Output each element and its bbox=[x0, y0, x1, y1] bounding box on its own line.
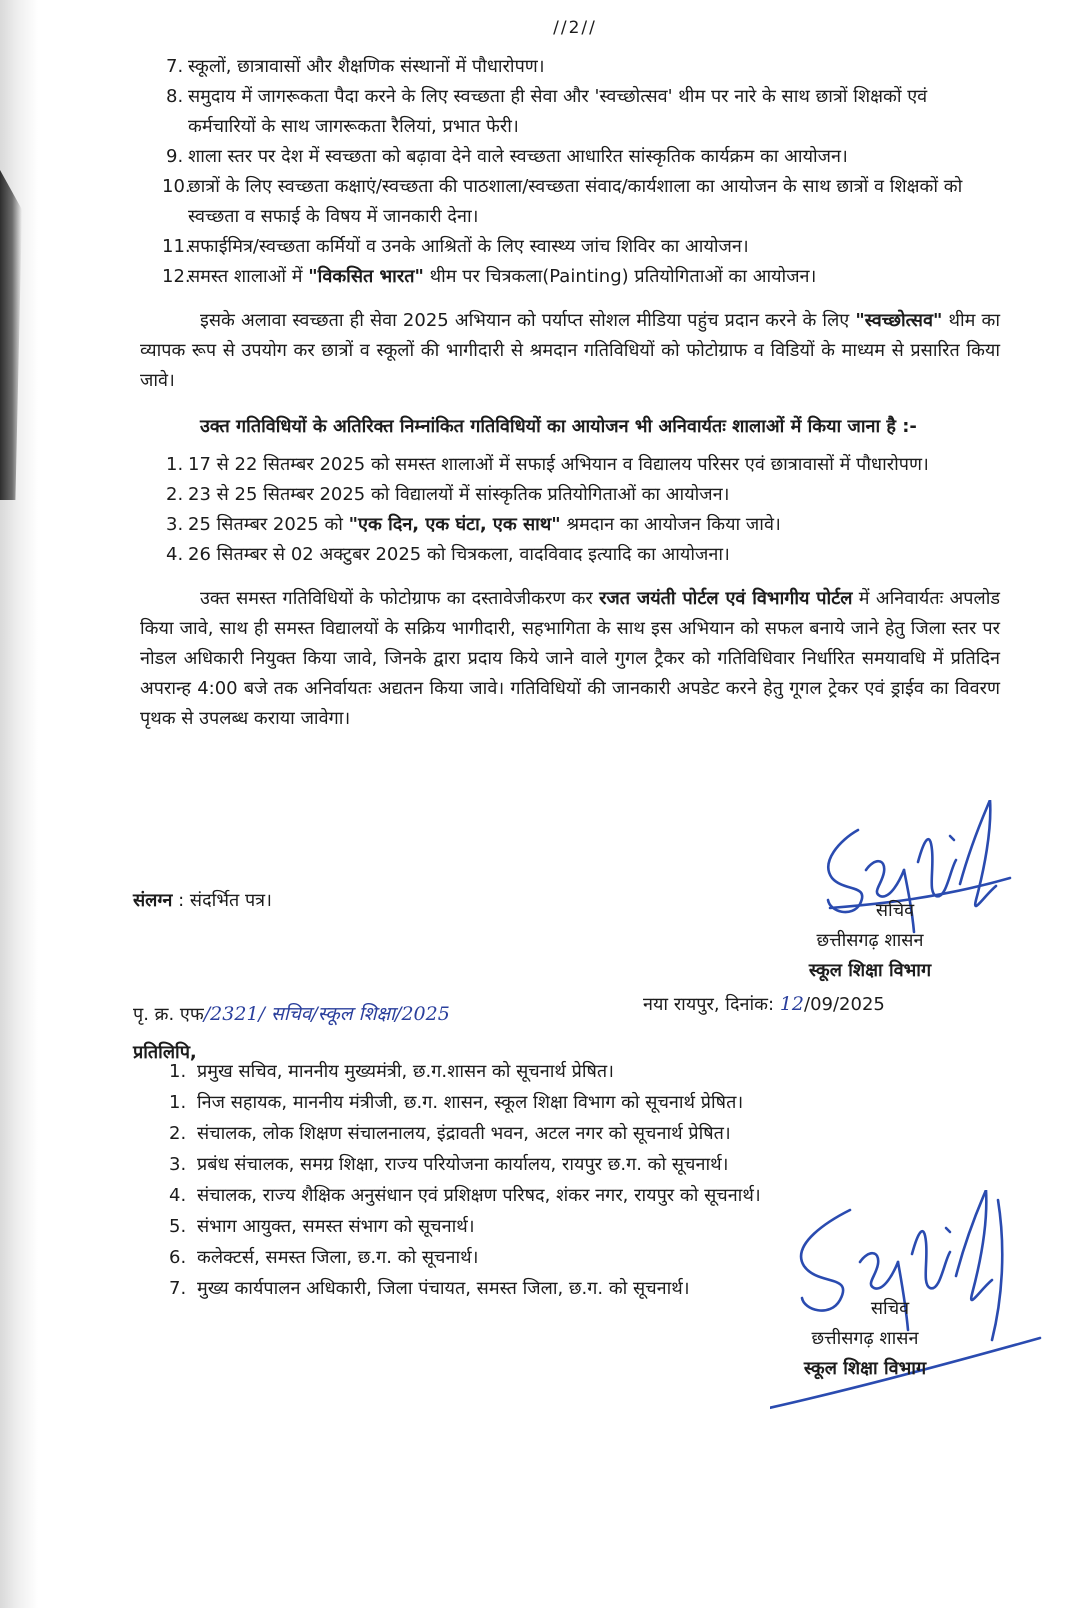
item-text: संचालक, लोक शिक्षण संचालनालय, इंद्रावती भवन, अटल नगर को सूचनार्थ प्रेषित। bbox=[197, 1123, 731, 1144]
item-bold-text: "विकसित भारत" bbox=[308, 266, 424, 287]
reference-number-handwritten: /2321/ सचिव/स्कूल शिक्षा/2025 bbox=[203, 1003, 450, 1025]
paragraph-social-media bbox=[140, 306, 1000, 396]
enclosure-text: : संदर्भित पत्र। bbox=[172, 890, 272, 911]
list-item bbox=[130, 142, 1000, 172]
item-number: 11. bbox=[162, 236, 191, 257]
item-number: 1. bbox=[169, 1092, 187, 1113]
item-number: 6. bbox=[169, 1247, 187, 1268]
item-number: 7. bbox=[166, 56, 184, 77]
item-text: 23 से 25 सितम्बर 2025 को विद्यालयों में सांस्कृतिक प्रतियोगिताओं का आयोजन। bbox=[188, 484, 730, 505]
signatory-department: स्कूल शिक्षा विभाग bbox=[803, 1358, 927, 1379]
list-item bbox=[130, 232, 1000, 262]
document-page bbox=[130, 18, 1000, 742]
list-item bbox=[133, 1242, 933, 1273]
list-item bbox=[133, 1118, 933, 1149]
item-text: कलेक्टर्स, समस्त जिला, छ.ग. को सूचनार्थ। bbox=[197, 1247, 479, 1268]
list-item bbox=[130, 172, 1000, 232]
item-number: 9. bbox=[166, 146, 184, 167]
item-text: संचालक, राज्य शैक्षिक अनुसंधान एवं प्रशिक्षण परिषद, शंकर नगर, रायपुर को सूचनार्थ। bbox=[197, 1185, 761, 1206]
item-number: 5. bbox=[169, 1216, 187, 1237]
list-item bbox=[130, 510, 1000, 540]
paragraph-bold-text: "स्वच्छोत्सव" bbox=[855, 310, 943, 331]
list-item bbox=[133, 1180, 933, 1211]
list-item bbox=[133, 1211, 933, 1242]
activity-list-top bbox=[130, 52, 1000, 292]
enclosure-label: संलग्न bbox=[133, 890, 173, 911]
item-number: 7. bbox=[169, 1278, 187, 1299]
item-text: समस्त शालाओं में bbox=[188, 266, 309, 287]
paragraph-bold-text: रजत जयंती पोर्टल एवं विभागीय पोर्टल bbox=[599, 588, 853, 609]
copy-list bbox=[133, 1056, 933, 1304]
reference-date bbox=[643, 992, 885, 1016]
signatory-designation: सचिव bbox=[875, 900, 915, 921]
item-number: 1. bbox=[169, 1061, 187, 1082]
list-item bbox=[130, 82, 1000, 142]
activity-list-dates bbox=[130, 450, 1000, 570]
item-number: 2. bbox=[166, 484, 184, 505]
item-number: 10. bbox=[162, 176, 191, 197]
list-item bbox=[133, 1087, 933, 1118]
paragraph-text: उक्त समस्त गतिविधियों के फोटोग्राफ का दस्तावेजीकरण कर bbox=[200, 588, 600, 609]
item-number: 3. bbox=[169, 1154, 187, 1175]
item-text: थीम पर चित्रकला(Painting) प्रतियोगिताओं का आयोजन। bbox=[423, 266, 817, 287]
paragraph-bold-text: उक्त गतिविधियों के अतिरिक्त निम्नांकित गतिविधियों का आयोजन भी अनिवार्यतः शालाओं में किया जाना है :- bbox=[200, 416, 917, 437]
item-text: छात्रों के लिए स्वच्छता कक्षाएं/स्वच्छता की पाठशाला/स्वच्छता संवाद/कार्यशाला का आयोजन के साथ छात्रों व शिक्षकों को स्वच्छता व सफाई के विषय में जानकारी देना। bbox=[188, 176, 963, 227]
item-text: 25 सितम्बर 2025 को bbox=[188, 514, 349, 535]
item-text: प्रबंध संचालक, समग्र शिक्षा, राज्य परियोजना कार्यालय, रायपुर छ.ग. को सूचनार्थ। bbox=[197, 1154, 729, 1175]
item-text: स्कूलों, छात्रावासों और शैक्षणिक संस्थानों में पौधारोपण। bbox=[188, 56, 545, 77]
item-number: 1. bbox=[166, 454, 184, 475]
date-day-handwritten: 12 bbox=[779, 993, 804, 1015]
item-text: 17 से 22 सितम्बर 2025 को समस्त शालाओं में सफाई अभियान व विद्यालय परिसर एवं छात्रावासों में पौधारोपण। bbox=[188, 454, 929, 475]
date-rest: /09/2025 bbox=[804, 994, 885, 1015]
copy-title: प्रतिलिपि, bbox=[133, 1042, 197, 1063]
item-text: प्रमुख सचिव, माननीय मुख्यमंत्री, छ.ग.शासन को सूचनार्थ प्रेषित। bbox=[197, 1061, 614, 1082]
item-text: निज सहायक, माननीय मंत्रीजी, छ.ग. शासन, स्कूल शिक्षा विभाग को सूचनार्थ प्रेषित। bbox=[197, 1092, 744, 1113]
list-item bbox=[130, 52, 1000, 82]
signatory-department: स्कूल शिक्षा विभाग bbox=[808, 960, 932, 981]
item-number: 12. bbox=[162, 266, 191, 287]
place-date-label: नया रायपुर, दिनांक: bbox=[643, 994, 775, 1015]
paragraph-text: इसके अलावा स्वच्छता ही सेवा 2025 अभियान को पर्याप्त सोशल मीडिया पहुंच प्रदान करने के लिए bbox=[200, 310, 856, 331]
paragraph-documentation bbox=[140, 584, 1000, 734]
list-item bbox=[133, 1056, 933, 1087]
signature-block-1 bbox=[770, 896, 970, 986]
item-text: मुख्य कार्यपालन अधिकारी, जिला पंचायत, समस्त जिला, छ.ग. को सूचनार्थ। bbox=[197, 1278, 690, 1299]
item-text: समुदाय में जागरूकता पैदा करने के लिए स्वच्छता ही सेवा और 'स्वच्छोत्सव' थीम पर नारे के साथ छात्रों शिक्षकों एवं कर्मचारियों के साथ जागरूकता रैलियां, प्रभात फेरी। bbox=[188, 86, 928, 137]
paragraph-text: थीम का व्यापक रूप से उपयोग कर छात्रों व स्कूलों की भागीदारी से श्रमदान गतिविधियों को फोटोग्राफ व विडियों के माध्यम से प्रसारित किया जावे। bbox=[140, 310, 1001, 391]
reference-prefix: पृ. क्र. एफ bbox=[133, 1004, 204, 1025]
item-bold-text: "एक दिन, एक घंटा, एक साथ" bbox=[348, 514, 561, 535]
signatory-government: छत्तीसगढ़ शासन bbox=[811, 1328, 919, 1349]
item-text: श्रमदान का आयोजन किया जावे। bbox=[560, 514, 781, 535]
paragraph-text: में अनिवार्यतः अपलोड किया जावे, साथ ही समस्त विद्यालयों के सक्रिय भागीदारी, सहभागिता के साथ इस अभियान को सफल बनाये जाने हेतु जिला स्तर पर नोडल अधिकारी नियुक्त किया जावे, जिनके द्वारा प्रदाय किये जाने वाले गुगल ट्रैकर को गतिविधिवार निर्धारित समयावधि में प्रतिदिन अपरान्ह 4:00 बजे तक अनिर्वायतः अद्यतन किया जावे। गतिविधियों की जानकारी अपडेट करने हेतु गूगल ट्रेकर एवं ड्राईव का विवरण पृथक से उपलब्ध कराया जावेगा। bbox=[140, 588, 1000, 729]
page-number: //2// bbox=[553, 18, 597, 38]
list-item bbox=[130, 262, 1000, 292]
item-number: 4. bbox=[169, 1185, 187, 1206]
item-number: 2. bbox=[169, 1123, 187, 1144]
signatory-government: छत्तीसगढ़ शासन bbox=[816, 930, 924, 951]
item-text: शाला स्तर पर देश में स्वच्छता को बढ़ावा देने वाले स्वच्छता आधारित सांस्कृतिक कार्यक्रम का आयोजन। bbox=[188, 146, 848, 167]
item-text: संभाग आयुक्त, समस्त संभाग को सूचनार्थ। bbox=[197, 1216, 475, 1237]
list-item bbox=[130, 540, 1000, 570]
item-number: 3. bbox=[166, 514, 184, 535]
signature-block-2 bbox=[765, 1294, 965, 1384]
item-text: 26 सितम्बर से 02 अक्टुबर 2025 को चित्रकला, वादविवाद इत्यादि का आयोजना। bbox=[188, 544, 730, 565]
paragraph-mandatory-activities bbox=[140, 412, 1000, 442]
item-number: 4. bbox=[166, 544, 184, 565]
list-item bbox=[130, 480, 1000, 510]
copy-list-container bbox=[133, 1056, 933, 1304]
item-text: सफाईमित्र/स्वच्छता कर्मियों व उनके आश्रितों के लिए स्वास्थ्य जांच शिविर का आयोजन। bbox=[188, 236, 749, 257]
signatory-designation: सचिव bbox=[870, 1298, 910, 1319]
list-item bbox=[130, 450, 1000, 480]
enclosure-line bbox=[133, 888, 272, 912]
list-item bbox=[133, 1149, 933, 1180]
reference-line bbox=[133, 993, 933, 1026]
item-number: 8. bbox=[166, 86, 184, 107]
